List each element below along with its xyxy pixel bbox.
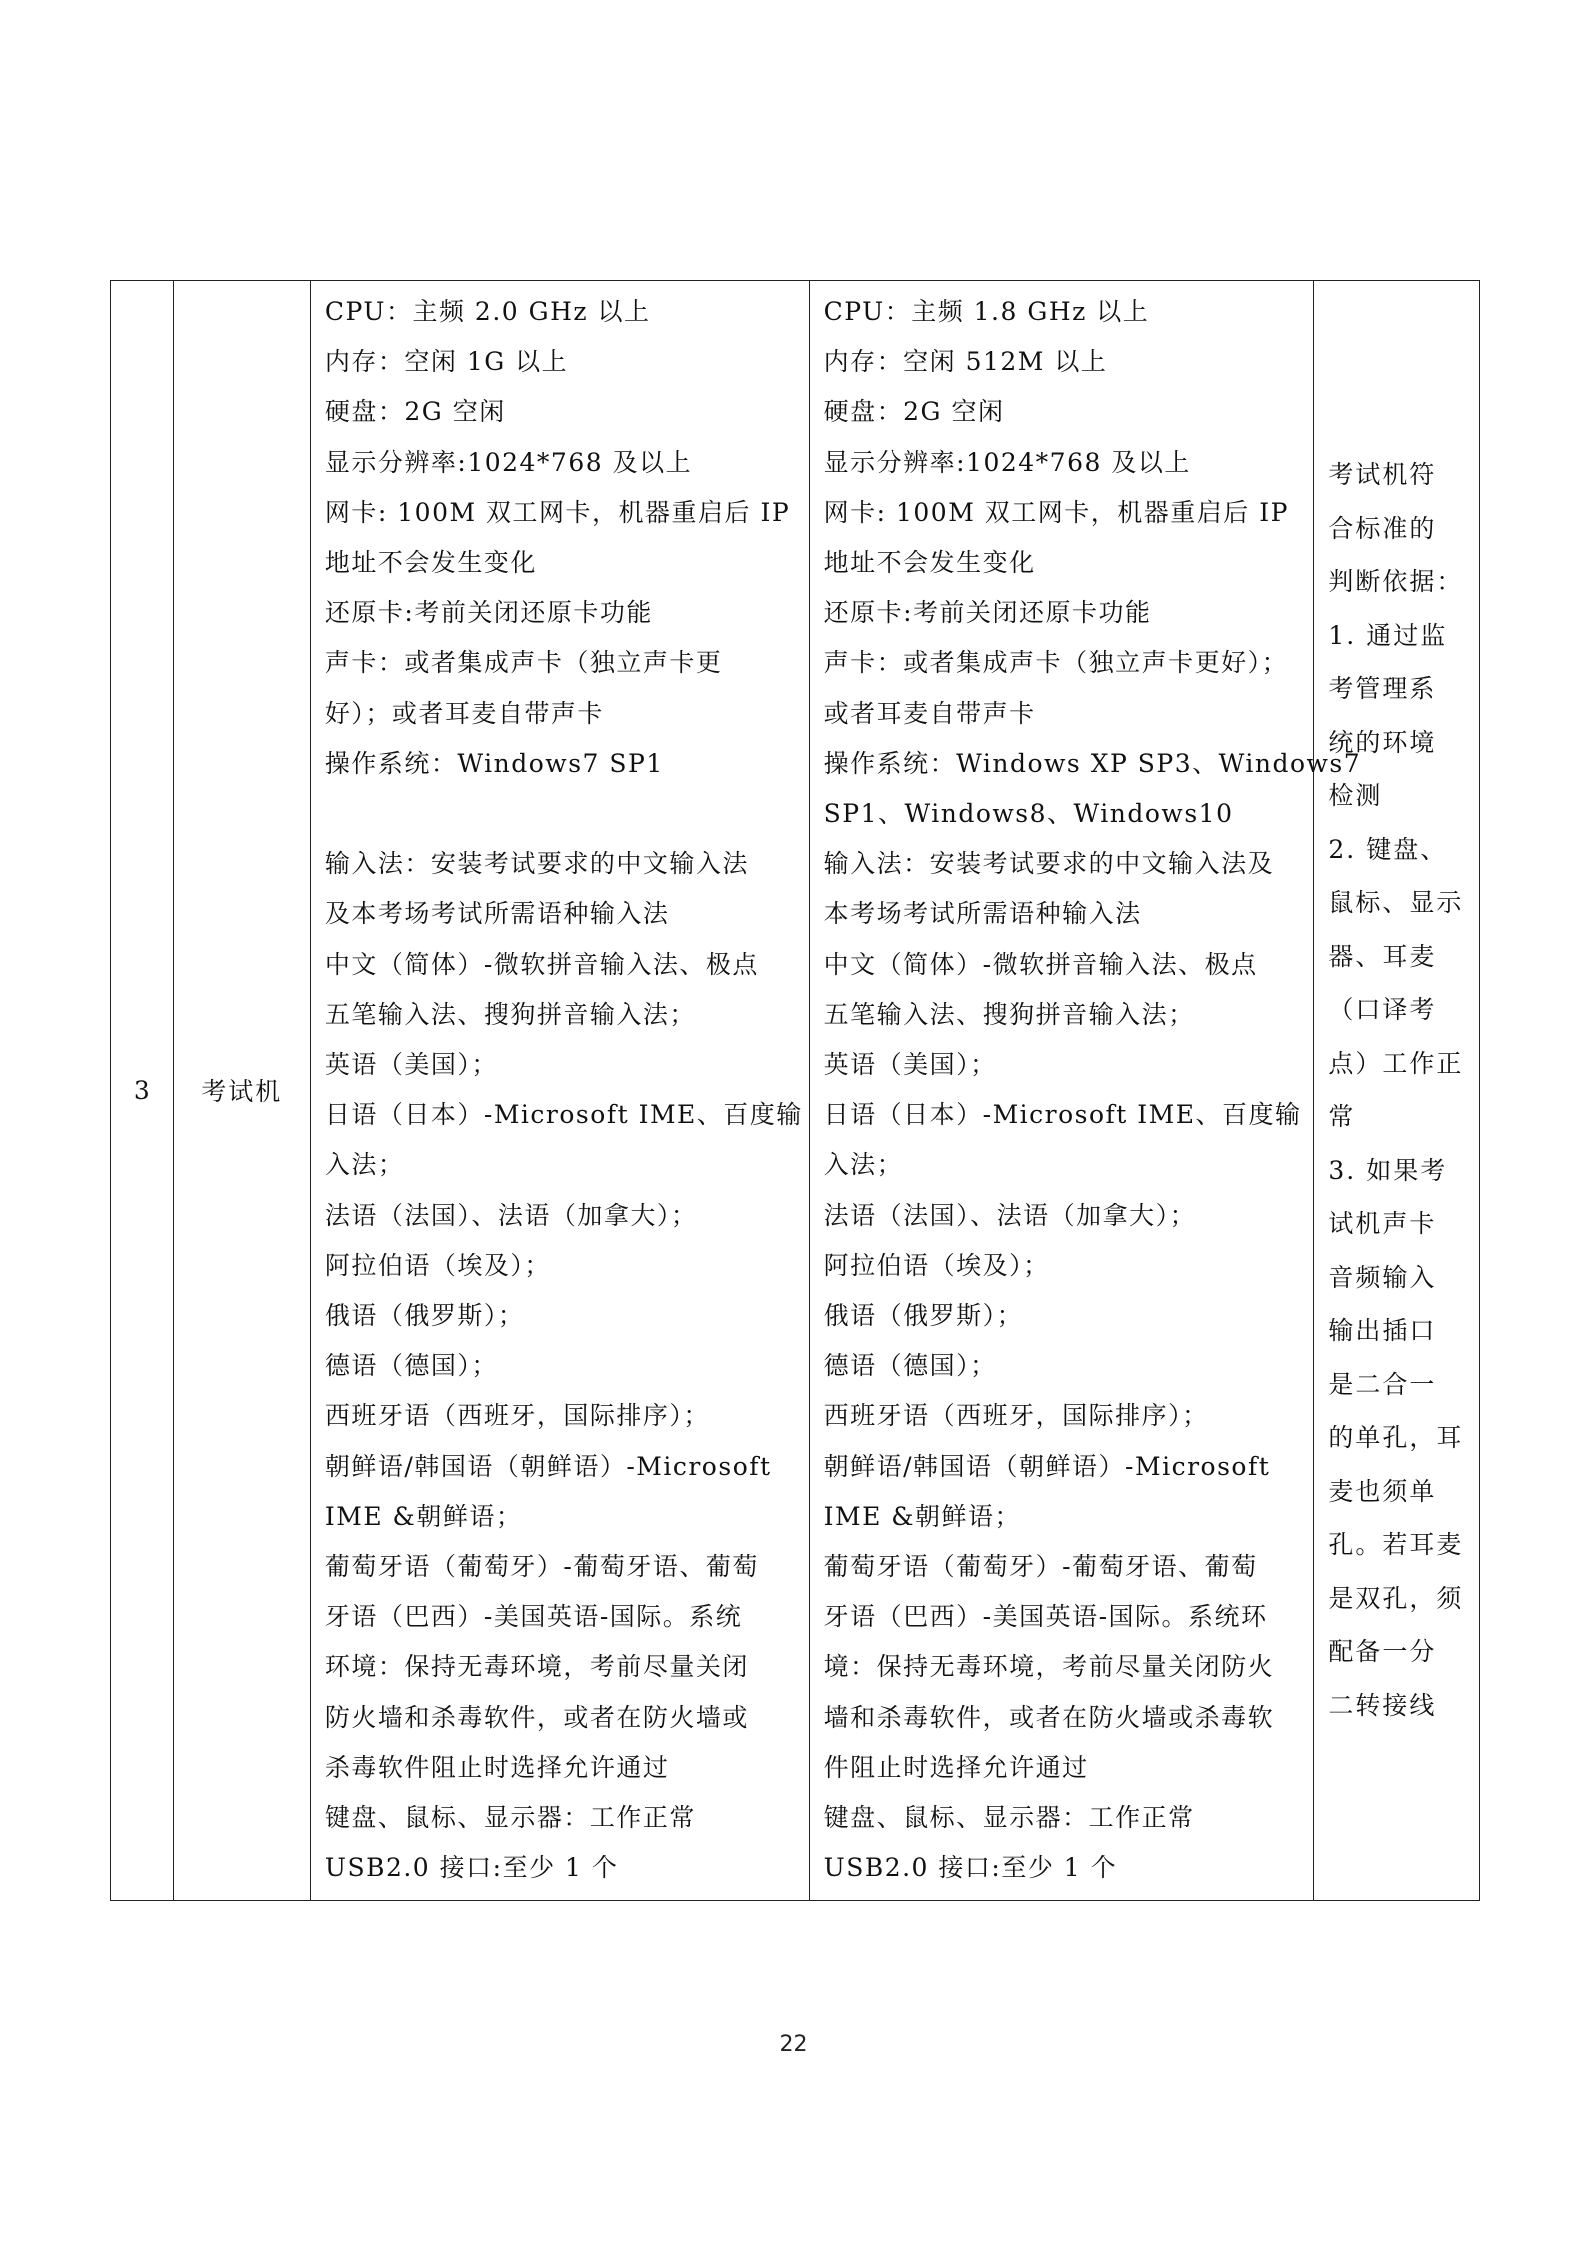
- minimum-config-line: 本考场考试所需语种输入法: [823, 899, 1142, 929]
- criteria-line: 孔。若耳麦: [1328, 1530, 1464, 1560]
- recommended-config-line: 德语（德国）；: [324, 1351, 498, 1381]
- recommended-config-line: 网卡: 100M 双工网卡，机器重启后 IP: [324, 497, 791, 527]
- criteria-line: 二转接线: [1328, 1690, 1437, 1720]
- minimum-config-line: 硬盘：2G 空闲: [823, 397, 1005, 427]
- criteria-line: 点）工作正: [1328, 1048, 1464, 1078]
- minimum-config-line: 五笔输入法、搜狗拼音输入法；: [823, 999, 1195, 1029]
- criteria-line: 输出插口: [1328, 1316, 1437, 1346]
- minimum-config-line: 输入法：安装考试要求的中文输入法及: [823, 849, 1275, 879]
- minimum-config-line: 法语（法国）、法语（加拿大）；: [823, 1200, 1197, 1230]
- criteria-line: 的单孔，耳: [1328, 1423, 1464, 1453]
- recommended-config-cell: [310, 281, 809, 1901]
- minimum-config-line: IME &朝鲜语；: [823, 1501, 1022, 1531]
- recommended-config-line: CPU：主频 2.0 GHz 以上: [324, 297, 651, 326]
- recommended-config-line: 防火墙和杀毒软件，或者在防火墙或: [324, 1702, 749, 1732]
- recommended-config-line: 法语（法国）、法语（加拿大）；: [324, 1200, 698, 1230]
- minimum-config-line: 入法；: [823, 1150, 904, 1180]
- criteria-line: 音频输入: [1328, 1262, 1437, 1292]
- minimum-config-line: 件阻止时选择允许通过: [823, 1752, 1089, 1782]
- minimum-config-line: 中文（简体）-微软拼音输入法、极点: [823, 949, 1258, 979]
- minimum-config-line: USB2.0 接口:至少 1 个: [823, 1853, 1118, 1883]
- minimum-config-line: CPU：主频 1.8 GHz 以上: [823, 297, 1150, 326]
- criteria-line: （口译考: [1328, 995, 1437, 1025]
- recommended-config-line: 中文（简体）-微软拼音输入法、极点: [324, 949, 759, 979]
- recommended-config-line: 键盘、鼠标、显示器：工作正常: [324, 1803, 696, 1833]
- minimum-config-line: 日语（日本）-Microsoft IME、百度输: [823, 1100, 1302, 1130]
- recommended-config-line: 操作系统：Windows7 SP1: [324, 748, 664, 778]
- recommended-config-line: 杀毒软件阻止时选择允许通过: [324, 1752, 670, 1782]
- minimum-config-line: SP1、Windows8、Windows10: [823, 799, 1234, 829]
- minimum-config-line: 显示分辨率:1024*768 及以上: [823, 447, 1191, 477]
- criteria-line: 判断依据：: [1328, 567, 1464, 597]
- criteria-line: 麦也须单: [1328, 1476, 1437, 1506]
- recommended-config-line: 英语（美国）；: [324, 1050, 498, 1080]
- recommended-config-line: 硬盘：2G 空闲: [324, 397, 506, 427]
- minimum-config-line: 内存：空闲 512M 以上: [823, 347, 1108, 377]
- recommended-config-line: 显示分辨率:1024*768 及以上: [324, 447, 693, 477]
- recommended-config-line: 葡萄牙语（葡萄牙）-葡萄牙语、葡萄: [324, 1552, 759, 1582]
- criteria-line: 3. 如果考: [1328, 1155, 1448, 1185]
- recommended-config-line: 牙语（巴西）-美国英语-国际。系统: [324, 1602, 743, 1632]
- criteria-line: 1. 通过监: [1328, 620, 1448, 650]
- minimum-config-line: 声卡：或者集成声卡（独立声卡更好）；: [823, 648, 1289, 678]
- recommended-config-line: 日语（日本）-Microsoft IME、百度输: [324, 1100, 803, 1130]
- minimum-config-line: 或者耳麦自带声卡: [823, 698, 1036, 728]
- table-row: [111, 281, 1480, 1901]
- recommended-config-line: 朝鲜语/韩国语（朝鲜语）-Microsoft: [324, 1451, 772, 1481]
- criteria-line: 合标准的: [1328, 513, 1437, 543]
- minimum-config-line: 英语（美国）；: [823, 1050, 997, 1080]
- criteria-line: 是二合一: [1328, 1369, 1437, 1399]
- minimum-config-line: 俄语（俄罗斯）；: [823, 1301, 1024, 1331]
- minimum-config-line: 葡萄牙语（葡萄牙）-葡萄牙语、葡萄: [823, 1552, 1258, 1582]
- minimum-config-line: 键盘、鼠标、显示器：工作正常: [823, 1803, 1195, 1833]
- criteria-line: 鼠标、显示: [1328, 888, 1464, 918]
- recommended-config-line: 环境：保持无毒环境，考前尽量关闭: [324, 1652, 749, 1682]
- minimum-config-line: 境：保持无毒环境，考前尽量关闭防火: [823, 1652, 1275, 1682]
- recommended-config-line: 阿拉伯语（埃及）；: [324, 1250, 551, 1280]
- criteria-line: 是双孔，须: [1328, 1583, 1464, 1613]
- criteria-line: 配备一分: [1328, 1637, 1437, 1667]
- recommended-config-line: 入法；: [324, 1150, 405, 1180]
- recommended-config-line: 好）；或者耳麦自带声卡: [324, 698, 604, 728]
- minimum-config-line: 西班牙语（西班牙，国际排序）；: [823, 1401, 1209, 1431]
- recommended-config-line: 输入法：安装考试要求的中文输入法: [324, 849, 749, 879]
- recommended-config-line: USB2.0 接口:至少 1 个: [324, 1853, 619, 1883]
- recommended-config-line: 声卡：或者集成声卡（独立声卡更: [324, 648, 723, 678]
- item-name-cell: 考试机: [173, 281, 310, 1901]
- criteria-line: 统的环境: [1328, 727, 1437, 757]
- recommended-config-list: [324, 287, 803, 1893]
- criteria-line: 器、耳麦: [1328, 941, 1437, 971]
- criteria-line: 试机声卡: [1328, 1209, 1437, 1239]
- minimum-config-line: 阿拉伯语（埃及）；: [823, 1250, 1050, 1280]
- recommended-config-line: 俄语（俄罗斯）；: [324, 1301, 525, 1331]
- criteria-line: 常: [1328, 1102, 1356, 1132]
- minimum-config-line: 网卡: 100M 双工网卡，机器重启后 IP: [823, 497, 1289, 527]
- minimum-config-line: 墙和杀毒软件，或者在防火墙或杀毒软: [823, 1702, 1275, 1732]
- recommended-config-line: 五笔输入法、搜狗拼音输入法；: [324, 999, 696, 1029]
- page-number: 22: [779, 2032, 808, 2057]
- criteria-line: 考管理系: [1328, 674, 1437, 704]
- recommended-config-line: 还原卡:考前关闭还原卡功能: [324, 598, 653, 628]
- minimum-config-line: 德语（德国）；: [823, 1351, 997, 1381]
- criteria-line: 2. 键盘、: [1328, 834, 1448, 864]
- recommended-config-line: 地址不会发生变化: [324, 548, 537, 578]
- recommended-config-line: IME &朝鲜语；: [324, 1501, 523, 1531]
- criteria-list: [1328, 448, 1471, 1732]
- minimum-config-line: 地址不会发生变化: [823, 548, 1036, 578]
- criteria-line: 检测: [1328, 781, 1383, 811]
- minimum-config-line: 朝鲜语/韩国语（朝鲜语）-Microsoft: [823, 1451, 1271, 1481]
- recommended-config-line: 西班牙语（西班牙，国际排序）；: [324, 1401, 710, 1431]
- criteria-cell: [1314, 281, 1480, 1901]
- recommended-config-line: 内存：空闲 1G 以上: [324, 347, 569, 377]
- minimum-config-line: 操作系统：Windows XP SP3、Windows7: [823, 748, 1362, 778]
- criteria-line: 考试机符: [1328, 460, 1437, 490]
- recommended-config-line: [325, 789, 799, 839]
- minimum-config-line: 还原卡:考前关闭还原卡功能: [823, 598, 1152, 628]
- recommended-config-line: 及本考场考试所需语种输入法: [324, 899, 670, 929]
- row-number-cell: 3: [111, 281, 174, 1901]
- requirements-table: [110, 280, 1480, 1901]
- minimum-config-line: 牙语（巴西）-美国英语-国际。系统环: [823, 1602, 1268, 1632]
